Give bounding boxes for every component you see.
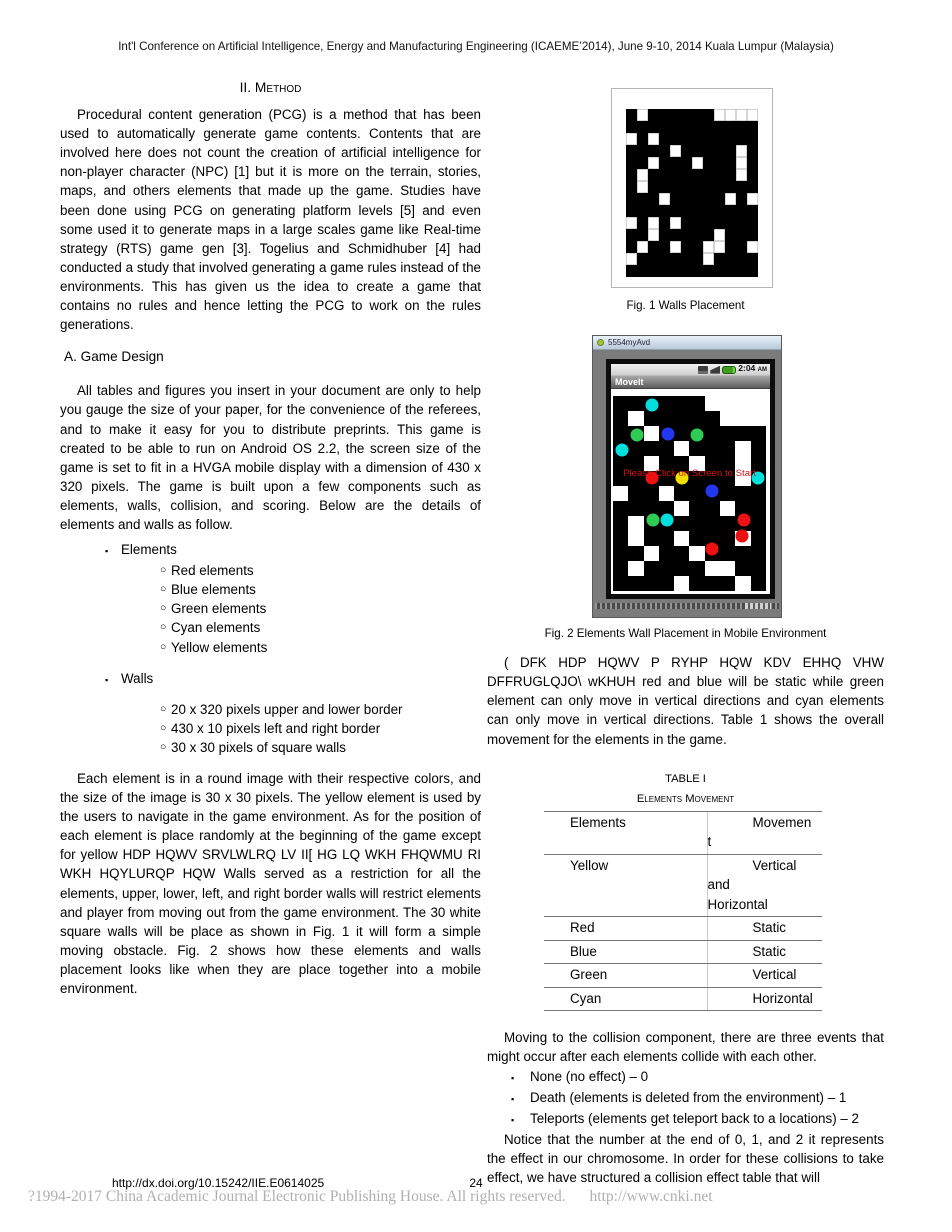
white-wall-cell — [648, 217, 659, 229]
white-wall-cell — [747, 109, 758, 121]
collision-event-item — [511, 1088, 884, 1109]
element-type-item — [160, 599, 481, 618]
game-area — [611, 389, 770, 594]
figure1-caption: Fig. 1 Walls Placement — [626, 299, 745, 312]
paragraph-chromosome: Notice that the number at the end of 0, 1, and 2 it represents the effect in our chromosome. In order for these collisions to take effect, we have structured a collision effect table that will — [487, 1131, 884, 1185]
white-wall-cell — [736, 169, 747, 181]
white-wall-cell — [705, 561, 720, 576]
battery-icon — [698, 366, 708, 374]
wall-spec-item-label: 20 x 320 pixels upper and lower border — [171, 701, 403, 717]
square-bullet-icon: ▪ — [105, 674, 109, 685]
emulator-title: 5554myAvd — [608, 338, 651, 348]
white-wall-cell — [628, 516, 643, 531]
red-element-circle — [737, 514, 750, 527]
white-wall-cell — [736, 109, 747, 121]
movement-line: Static — [752, 943, 786, 959]
element-type-item — [160, 561, 481, 580]
element-type-item-label: Blue elements — [171, 582, 256, 598]
table-row — [544, 987, 822, 1011]
game-maze-grid — [613, 396, 766, 591]
square-bullet-icon: ▪ — [511, 1072, 515, 1083]
white-wall-cell — [720, 411, 735, 426]
table1-subtitle: Elements Movement — [636, 792, 735, 805]
white-wall-cell — [703, 253, 714, 265]
walls-label: Walls — [121, 670, 154, 686]
conference-header: Int'l Conference on Artificial Intelligence, Energy and Manufacturing Engineering (ICAEME’2014), June 9-10, 2014 Kuala Lumpur (Malaysia) — [118, 40, 834, 53]
white-wall-cell — [736, 145, 747, 157]
movement-line: Vertical — [752, 857, 797, 873]
element-type-item — [160, 638, 481, 657]
circle-bullet-icon: ○ — [160, 602, 167, 615]
element-type-item — [160, 580, 481, 599]
circle-bullet-icon: ○ — [160, 621, 167, 634]
subsection-heading-game-design: A. Game Design — [64, 349, 164, 365]
section-heading-method: II. Method — [239, 80, 302, 95]
right-column — [487, 80, 884, 1187]
white-wall-cell — [735, 441, 750, 456]
paragraph-movement: ( DFK HDP HQWV P RYHP HQW KDV EHHQ VHW DFFRUGLQJO\ wKHUH red and blue will be static while green element can only move in vertical directions and cyan elements can only move in vertical directions. Table 1 shows the overall movement for the elements in the game. — [487, 655, 884, 747]
list-item-walls — [105, 669, 481, 690]
cyan-element-circle — [646, 399, 659, 412]
white-wall-cell — [705, 396, 720, 411]
table-row — [544, 917, 822, 941]
white-wall-cell — [751, 396, 766, 411]
collision-events-list — [487, 1067, 884, 1130]
wall-spec-item — [160, 700, 481, 719]
emulator-titlebar — [593, 336, 781, 350]
element-cell: Elements — [544, 811, 707, 854]
white-wall-cell — [720, 561, 735, 576]
white-wall-cell — [720, 396, 735, 411]
circle-bullet-icon: ○ — [160, 640, 167, 653]
white-wall-cell — [626, 253, 637, 265]
white-wall-cell — [751, 411, 766, 426]
white-wall-cell — [648, 133, 659, 145]
watermark — [28, 1188, 928, 1206]
elements-walls-lists — [60, 540, 481, 757]
watermark-text: ?1994-2017 China Academic Journal Electronic Publishing House. All rights reserved. — [28, 1188, 566, 1205]
movement-line: Vertical — [752, 967, 797, 983]
white-wall-cell — [714, 241, 725, 253]
table-row — [544, 940, 822, 964]
emulator-bottom-strip — [595, 603, 779, 609]
left-column — [60, 78, 481, 998]
status-time: 2:04 AM — [738, 363, 767, 374]
white-wall-cell — [628, 561, 643, 576]
white-wall-cell — [637, 241, 648, 253]
figure1-maze-grid — [626, 109, 758, 277]
white-wall-cell — [626, 133, 637, 145]
element-cell: Cyan — [544, 987, 707, 1011]
paragraph-element-details: Each element is in a round image with their respective colors, and the size of the image is 30 x 30 pixels. The yellow element is used by the users to navigate in the game environment. As for the position of each element is place randomly at the beginning of the game except for yellow HDP HQWV SRVLWLRQ LV II[ HG LQ WKH FHQWMU RI WKH HQYLURQP HQW Walls served as a restriction for all the elements, upper, lower, left, and right border walls will restrict elements and player from moving out from the game environment. The 30 white square walls will be place as shown in Fig. 1 it will form a simple moving obstacle. Fig. 2 shows how these elements and walls placement looks like when they are place together into a mobile environment. — [60, 771, 481, 997]
elements-sublist — [60, 561, 481, 656]
white-wall-cell — [628, 411, 643, 426]
white-wall-cell — [735, 396, 750, 411]
white-wall-cell — [637, 169, 648, 181]
collision-event-label: Teleports (elements get teleport back to a locations) – 2 — [530, 1110, 859, 1126]
figure1-walls-image — [611, 88, 773, 288]
page-number: 24 — [469, 1176, 483, 1190]
wall-spec-item — [160, 719, 481, 738]
white-wall-cell — [670, 145, 681, 157]
paragraph-game-design: All tables and figures you insert in your document are only to help you gauge the size of your paper, for the convenience of the referees, and to make it easy for you to distribute preprints. This game is created to be able to run on Android OS 2.2, the screen size of the game is set to fit in a HVGA mobile display with a dimension of 430 x 320 pixels. The game is built upon a few components such as elements, walls, collision, and scoring. Below are the details of elements and walls as follow. — [60, 383, 481, 532]
white-wall-cell — [648, 229, 659, 241]
white-wall-cell — [626, 217, 637, 229]
red-element-circle — [735, 529, 748, 542]
elements-label: Elements — [121, 542, 177, 558]
element-type-item — [160, 618, 481, 637]
element-type-item-label: Green elements — [171, 601, 267, 617]
white-wall-cell — [628, 531, 643, 546]
app-title-bar: MoveIt — [611, 376, 770, 389]
white-wall-cell — [720, 501, 735, 516]
red-element-circle — [706, 543, 719, 556]
movement-line: Static — [752, 920, 786, 936]
movement-line: and — [707, 877, 730, 893]
blue-element-circle — [706, 485, 719, 498]
movement-line: Horizontal — [752, 990, 813, 1006]
white-wall-cell — [703, 241, 714, 253]
white-wall-cell — [674, 501, 689, 516]
white-wall-cell — [735, 411, 750, 426]
circle-bullet-icon: ○ — [160, 583, 167, 596]
circle-bullet-icon: ○ — [160, 740, 167, 753]
white-wall-cell — [659, 193, 670, 205]
paragraph-collision: Moving to the collision component, there are three events that might occur after each elements collide with each other. — [487, 1030, 884, 1065]
white-wall-cell — [674, 441, 689, 456]
elements-movement-table — [544, 811, 822, 1012]
element-type-item-label: Red elements — [171, 563, 254, 579]
white-wall-cell — [747, 193, 758, 205]
white-wall-cell — [659, 486, 674, 501]
movement-cell — [707, 854, 822, 917]
green-element-circle — [647, 514, 660, 527]
android-avd-icon — [597, 339, 604, 346]
signal-strength-icon — [710, 366, 720, 374]
white-wall-cell — [644, 546, 659, 561]
movement-cell — [707, 811, 822, 854]
doi-link: http://dx.doi.org/10.15242/IIE.E0614025 — [112, 1176, 325, 1190]
android-emulator-window — [592, 335, 782, 618]
white-wall-cell — [692, 157, 703, 169]
white-wall-cell — [637, 181, 648, 193]
white-wall-cell — [725, 109, 736, 121]
phone-status-bar — [611, 364, 770, 376]
element-type-item-label: Yellow elements — [171, 639, 268, 655]
white-wall-cell — [670, 217, 681, 229]
square-bullet-icon: ▪ — [511, 1114, 515, 1125]
movement-cell — [707, 940, 822, 964]
phone-screen — [606, 359, 775, 599]
blue-element-circle — [661, 427, 674, 440]
movement-line: Movemen — [752, 814, 812, 830]
movement-cell — [707, 987, 822, 1011]
circle-bullet-icon: ○ — [160, 721, 167, 734]
white-wall-cell — [648, 157, 659, 169]
circle-bullet-icon: ○ — [160, 702, 167, 715]
collision-event-item — [511, 1067, 884, 1088]
white-wall-cell — [689, 546, 704, 561]
square-bullet-icon: ▪ — [105, 546, 109, 557]
table-row — [544, 964, 822, 988]
movement-cell — [707, 917, 822, 941]
white-wall-cell — [725, 193, 736, 205]
white-wall-cell — [736, 157, 747, 169]
wall-spec-item-label: 30 x 30 pixels of square walls — [171, 739, 346, 755]
list-item-elements — [105, 540, 481, 561]
battery-charge-icon — [722, 366, 736, 374]
white-wall-cell — [674, 576, 689, 591]
figure2-caption: Fig. 2 Elements Wall Placement in Mobile Environment — [544, 627, 827, 641]
white-wall-cell — [637, 109, 648, 121]
green-element-circle — [631, 428, 644, 441]
cyan-element-circle — [660, 514, 673, 527]
table-row — [544, 854, 822, 917]
white-wall-cell — [674, 531, 689, 546]
green-element-circle — [690, 428, 703, 441]
table-header-row — [544, 811, 822, 854]
collision-event-item — [511, 1109, 884, 1130]
element-cell: Green — [544, 964, 707, 988]
table1-title: TABLE I — [665, 772, 706, 785]
element-cell: Red — [544, 917, 707, 941]
white-wall-cell — [714, 229, 725, 241]
white-wall-cell — [613, 486, 628, 501]
white-wall-cell — [735, 576, 750, 591]
circle-bullet-icon: ○ — [160, 564, 167, 577]
collision-event-label: None (no effect) – 0 — [530, 1068, 649, 1084]
paragraph-pcg-intro: Procedural content generation (PCG) is a method that has been used to automatically generate game contents. Contents that are involved here does not count the creation of artificial intelligence for non-player character (NPC) [1] but it is more on the terrain, stories, maps, and others elements that made up the game. Studies have been done using PCG on generating platform levels [5] and even some used it to generate maps in a large scales game like Real-time strategy (RTS) game gen [3]. Togelius and Schmidhuber [4] had conducted a study that involved generating a game rules instead of the environments. This has given us the idea to create a game that contains no rules and hence letting the PCG to work on the rules generations. — [60, 107, 481, 333]
wall-spec-item — [160, 738, 481, 757]
table1-block — [487, 770, 884, 1012]
collision-event-label: Death (elements is deleted from the environment) – 1 — [530, 1089, 847, 1105]
white-wall-cell — [644, 426, 659, 441]
white-wall-cell — [670, 241, 681, 253]
square-bullet-icon: ▪ — [511, 1093, 515, 1104]
start-message: Please Click on Screen to Start — [623, 468, 756, 480]
movement-line: Horizontal — [707, 896, 768, 912]
element-cell: Yellow — [544, 854, 707, 917]
wall-spec-item-label: 430 x 10 pixels left and right border — [171, 720, 381, 736]
white-wall-cell — [714, 109, 725, 121]
movement-line: t — [707, 834, 712, 850]
white-wall-cell — [747, 241, 758, 253]
cyan-element-circle — [616, 443, 629, 456]
watermark-url: http://www.cnki.net — [589, 1188, 713, 1205]
movement-cell — [707, 964, 822, 988]
element-type-item-label: Cyan elements — [171, 620, 261, 636]
walls-sublist — [60, 700, 481, 757]
element-cell: Blue — [544, 940, 707, 964]
